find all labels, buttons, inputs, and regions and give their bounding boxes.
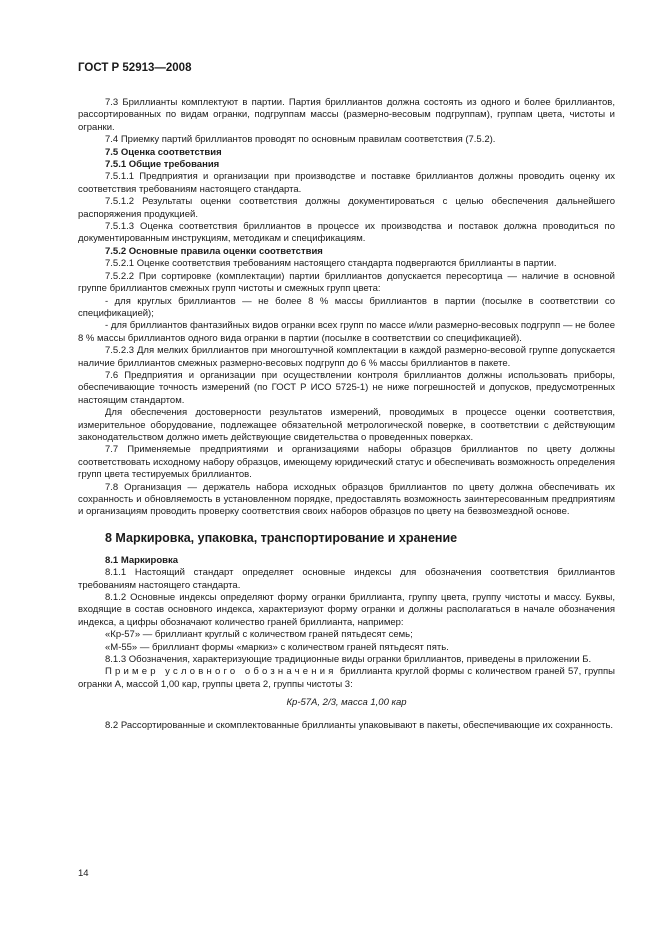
list-item-round: - для круглых бриллиантов — не более 8 % массы бриллиантов в партии (посылке в соответствии со спецификацией); bbox=[78, 295, 615, 319]
heading-7-5-1: 7.5.1 Общие требования bbox=[105, 159, 220, 171]
list-item-fancy: - для бриллиантов фантазийных видов огранки всех групп по массе и/или размерно-весовых подгрупп — не более 8 % массы бриллиантов одного вида огранки в партии (посылке в соответствии со спецификацией). bbox=[78, 320, 615, 344]
page-number: 14 bbox=[78, 868, 89, 879]
example-paragraph bbox=[78, 666, 615, 691]
paragraph-8-1-2: 8.1.2 Основные индексы определяют форму огранки бриллианта, группу цвета, группу чистоты и массу. Буквы, входящие в состав основного индекса, характеризуют форму огранки и должны располагаться в начале обозначения индекса, а цифры обозначают количество граней бриллианта, например: bbox=[78, 592, 615, 628]
paragraph-7-5-2-1: 7.5.2.1 Оценке соответствия требованиям настоящего стандарта подвергаются бриллианты в партии. bbox=[105, 258, 557, 270]
heading-8-1: 8.1 Маркировка bbox=[105, 554, 179, 566]
paragraph-8-1-1: 8.1.1 Настоящий стандарт определяет основные индексы для обозначения соответствия бриллиантов требованиям настоящего стандарта. bbox=[78, 567, 615, 591]
paragraph-7-6-note: Для обеспечения достоверности результатов измерений, проводимых в процессе оценки соответствия, измерительное оборудование, подлежащее обязательной метрологической поверке, в соответствии с действующим законодательством должно иметь действующие свидетельства о проведенных поверках. bbox=[78, 407, 615, 443]
paragraph-8-2: 8.2 Рассортированные и скомплектованные бриллианты упаковывают в пакеты, обеспечивающие их сохранность. bbox=[105, 720, 614, 732]
paragraph-7-5-2-3: 7.5.2.3 Для мелких бриллиантов при многоштучной комплектации в каждой размерно-весовой группе допускается наличие бриллиантов смежных размерно-весовых подгрупп до 6 % массы бриллиантов в пакете. bbox=[78, 345, 615, 369]
paragraph-7-5-1-2: 7.5.1.2 Результаты оценки соответствия должны документироваться с целью обеспечения дальнейшего распоряжения продукцией. bbox=[78, 196, 615, 220]
section-8-title: 8 Маркировка, упаковка, транспортирование и хранение bbox=[105, 530, 458, 545]
example-text: бриллианта круглой формы с количеством граней 57, группы огранки А, массой 1,00 кар, группы цвета 2, группы чистоты 3: bbox=[78, 666, 615, 690]
paragraph-8-1-3: 8.1.3 Обозначения, характеризующие традиционные виды огранки бриллиантов, приведены в приложении Б. bbox=[105, 654, 592, 666]
heading-7-5-2: 7.5.2 Основные правила оценки соответствия bbox=[105, 245, 323, 257]
section-8-content bbox=[78, 555, 615, 733]
paragraph-7-5-1-1: 7.5.1.1 Предприятия и организации при производстве и поставке бриллиантов должны проводить оценку их соответствия требованиям настоящего стандарта. bbox=[78, 171, 615, 195]
designation-formula: Кр-57А, 2/3, масса 1,00 кар bbox=[286, 697, 407, 709]
paragraph-7-7: 7.7 Применяемые предприятиями и организациями наборы образцов бриллиантов по цвету должны соответствовать исходному набору образцов, имеющему юридический статус и обеспечивать возможность определения групп цвета тестируемых бриллиантов. bbox=[78, 444, 615, 481]
paragraph-7-4: 7.4 Приемку партий бриллиантов проводят по основным правилам соответствия (7.5.2). bbox=[105, 134, 496, 146]
paragraph-7-5-1-3: 7.5.1.3 Оценка соответствия бриллиантов в процессе их производства и поставок должна проводиться по документированным инструкциям, методикам и спецификациям. bbox=[78, 221, 615, 245]
paragraph-7-5-2-2: 7.5.2.2 При сортировке (комплектации) партии бриллиантов допускается пересортица — наличие в основной группе бриллиантов смежных групп чистоты и смежных групп цвета: bbox=[78, 270, 615, 295]
heading-7-5: 7.5 Оценка соответствия bbox=[105, 146, 222, 158]
paragraph-7-6: 7.6 Предприятия и организации при осуществлении контроля бриллиантов должны использовать приборы, обеспечивающие точность измерений (по ГОСТ Р ИСО 5725-1) не ниже погрешностей и допусков, предусмотренных настоящим стандартом. bbox=[78, 369, 615, 406]
section-7-content bbox=[78, 97, 615, 519]
paragraph-7-3: 7.3 Бриллианты комплектуют в партии. Партия бриллиантов должна состоять из одного и более бриллиантов, рассортированных по видам огранки, подгруппам массы (размерно-весовым подгруппам), группам цвета, чистоты и огранки. bbox=[78, 97, 615, 133]
example-kr-57: «Кр-57» — бриллиант круглый с количеством граней пятьдесят семь; bbox=[105, 629, 413, 641]
example-m-55: «М-55» — бриллиант формы «маркиз» с количеством граней пятьдесят пять. bbox=[105, 641, 449, 653]
paragraph-7-8: 7.8 Организация — держатель набора исходных образцов бриллиантов по цвету должна обеспечивать их сохранность и обновляемость в установленном порядке, предоставлять возможность заинтересованным предприятиям и организациям проводить проверку соответствия своих наборов образцов по цвету на безвозмездной основе. bbox=[78, 481, 615, 518]
document-header: ГОСТ Р 52913—2008 bbox=[78, 62, 192, 74]
example-label: Пример условного обозначения bbox=[105, 666, 337, 678]
